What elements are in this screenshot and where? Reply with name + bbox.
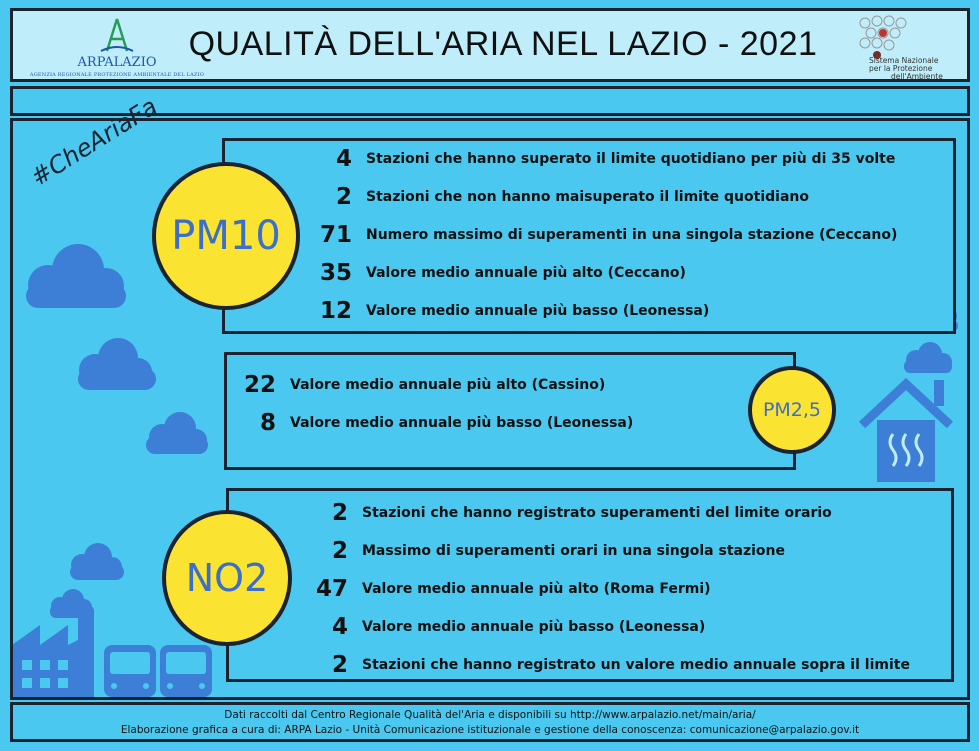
stat-label: Valore medio annuale più alto (Roma Fermi)	[362, 581, 711, 597]
header	[10, 8, 970, 82]
stat-value: 22	[243, 372, 276, 398]
pm10-row	[300, 260, 686, 286]
stat-label: Stazioni che hanno superato il limite quotidiano per più di 35 volte	[366, 151, 896, 167]
no2-row	[296, 652, 910, 678]
stat-label: Stazioni che hanno registrato superamenti del limite orario	[362, 505, 832, 521]
stat-value: 4	[335, 146, 352, 172]
no2-row	[296, 500, 832, 526]
no2-row	[296, 576, 711, 602]
stat-value: 12	[319, 298, 352, 324]
footer	[10, 702, 970, 742]
stat-label: Valore medio annuale più alto (Ceccano)	[366, 265, 686, 281]
stat-label: Massimo di superamenti orari in una singola stazione	[362, 543, 786, 559]
snpa-logo-icon	[855, 13, 925, 61]
arpa-logo-icon	[97, 17, 137, 55]
pm10-row	[300, 298, 709, 324]
no2-row	[296, 538, 785, 564]
stat-value: 2	[331, 500, 348, 526]
pm25-row	[224, 372, 605, 398]
no2-badge: NO2	[162, 510, 292, 646]
stat-label: Valore medio annuale più alto (Cassino)	[290, 377, 606, 393]
stat-label: Valore medio annuale più basso (Leonessa)	[290, 415, 634, 431]
snpa-logo	[839, 13, 959, 83]
stat-value: 2	[331, 538, 348, 564]
pm10-row	[300, 184, 809, 210]
no2-row	[296, 614, 705, 640]
stat-value: 71	[319, 222, 352, 248]
stat-label: Valore medio annuale più basso (Leonessa)	[366, 303, 710, 319]
stat-value: 35	[319, 260, 352, 286]
snpa-logo-text: Sistema Nazionale per la Protezione dell'Ambiente	[869, 56, 943, 81]
pm10-row	[300, 222, 897, 248]
stat-label: Valore medio annuale più basso (Leonessa)	[362, 619, 706, 635]
pm10-badge: PM10	[152, 162, 300, 310]
footer-source: Dati raccolti dal Centro Regionale Qualità del'Aria e disponibili su http://www.arpalazio.net/main/aria/	[224, 709, 756, 721]
footer-credits: Elaborazione grafica a cura di: ARPA Lazio - Unità Comunicazione istituzionale e gestione della conoscenza: comunicazione@arpalazio.gov.it	[120, 724, 860, 736]
stat-label: Stazioni che hanno registrato un valore medio annuale sopra il limite	[362, 657, 910, 673]
page-title: QUALITÀ DELL'ARIA NEL LAZIO - 2021	[188, 25, 818, 63]
arpa-logo-name: ARPALAZIO	[77, 55, 157, 70]
pm25-badge: PM2,5	[748, 366, 836, 454]
stat-value: 4	[331, 614, 348, 640]
stat-value: 2	[335, 184, 352, 210]
pm25-row	[224, 410, 633, 436]
stat-value: 2	[331, 652, 348, 678]
hashtag: #CheAriaFa	[26, 92, 163, 192]
stat-label: Numero massimo di superamenti in una singola stazione (Ceccano)	[366, 227, 898, 243]
stat-label: Stazioni che non hanno maisuperato il limite quotidiano	[366, 189, 809, 205]
arpa-logo-subtitle: AGENZIA REGIONALE PROTEZIONE AMBIENTALE DEL LAZIO	[29, 72, 205, 78]
stat-value: 47	[315, 576, 348, 602]
stat-value: 8	[259, 410, 276, 436]
pm10-row	[300, 146, 895, 172]
